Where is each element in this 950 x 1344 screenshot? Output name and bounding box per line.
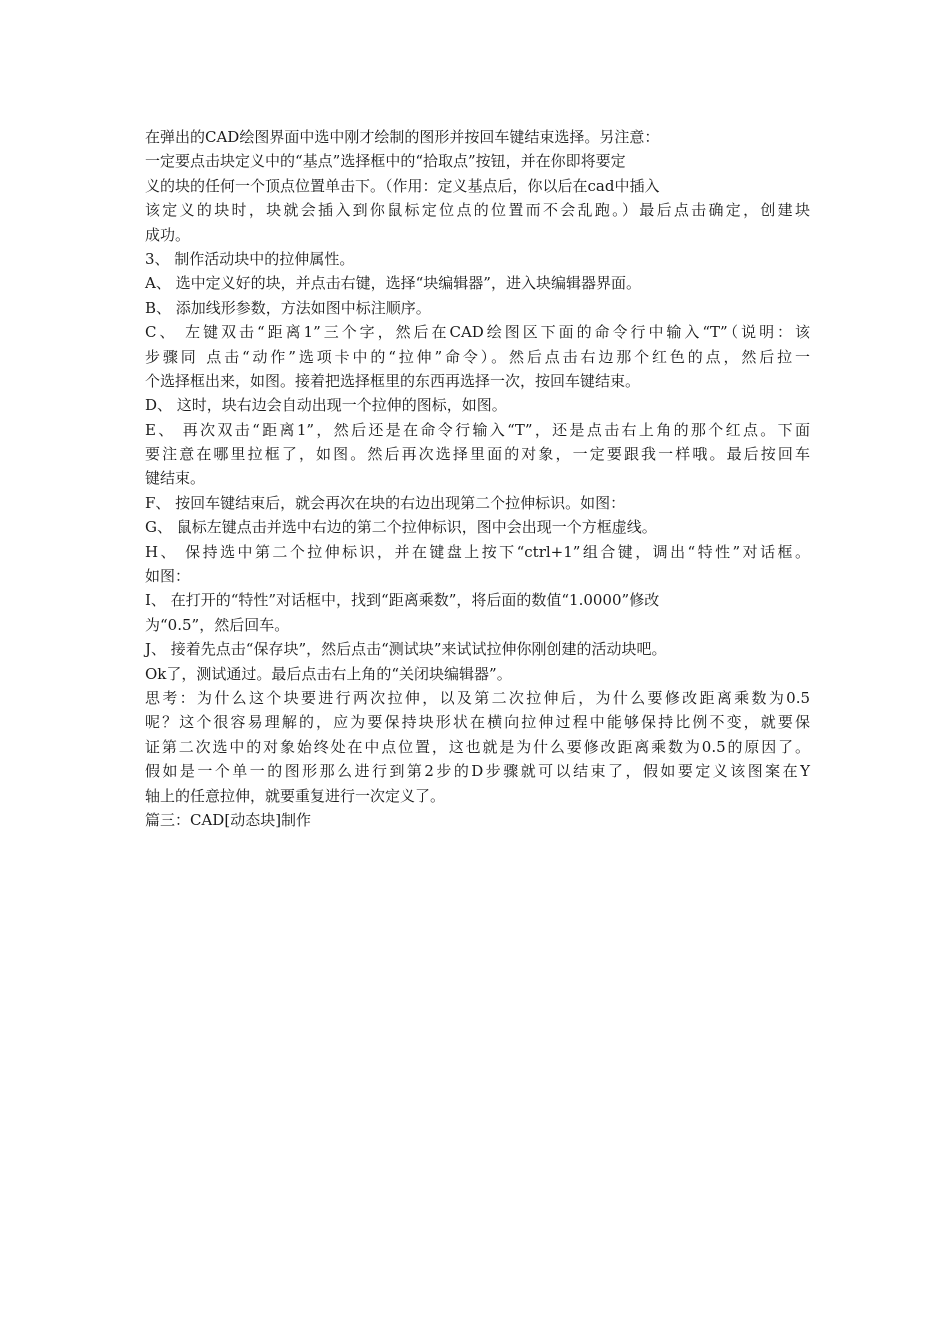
text-line: 思考：为什么这个块要进行两次拉伸，以及第二次拉伸后，为什么要修改距离乘数为0.5 bbox=[145, 688, 810, 707]
text-line: 3、 制作活动块中的拉伸属性。 bbox=[145, 249, 355, 268]
text-line: C、 左键双击“距离1”三个字，然后在CAD绘图区下面的命令行中输入“T”（说明：该 bbox=[145, 323, 810, 342]
text-line: 该定义的块时，块就会插入到你鼠标定位点的位置而不会乱跑。）最后点击确定，创建块 bbox=[145, 201, 810, 220]
text-line: 键结束。 bbox=[145, 469, 206, 488]
document-body bbox=[145, 125, 810, 832]
text-line: J、 接着先点击“保存块”，然后点击“测试块”来试试拉伸你刚创建的活动块吧。 bbox=[145, 640, 667, 659]
text-line: 在弹出的CAD绘图界面中选中刚才绘制的图形并按回车键结束选择。另注意： bbox=[145, 128, 660, 146]
text-line: 轴上的任意拉伸，就要重复进行一次定义了。 bbox=[145, 786, 446, 805]
text-line: F、 按回车键结束后，就会再次在块的右边出现第二个拉伸标识。如图： bbox=[145, 493, 626, 512]
text-line: 呢？这个很容易理解的，应为要保持块形状在横向拉伸过程中能够保持比例不变，就要保 bbox=[145, 713, 810, 732]
text-line: 个选择框出来，如图。接着把选择框里的东西再选择一次，按回车键结束。 bbox=[145, 371, 641, 390]
text-line: 假如是一个单一的图形那么进行到第2步的D步骤就可以结束了，假如要定义该图案在Y bbox=[145, 762, 810, 781]
text-line: 如图： bbox=[145, 567, 191, 586]
text-line: 为“0.5”，然后回车。 bbox=[145, 615, 290, 634]
text-line: B、 添加线形参数，方法如图中标注顺序。 bbox=[145, 298, 431, 317]
text-line: Ok了，测试通过。最后点击右上角的“关闭块编辑器”。 bbox=[145, 664, 512, 683]
text-line: G、 鼠标左键点击并选中右边的第二个拉伸标识，图中会出现一个方框虚线。 bbox=[145, 518, 657, 537]
text-line: 要注意在哪里拉框了，如图。然后再次选择里面的对象，一定要跟我一样哦。最后按回车 bbox=[145, 445, 810, 464]
text-line: H、 保持选中第二个拉伸标识，并在键盘上按下“ctrl+1”组合键，调出“特性”对话框。 bbox=[145, 542, 810, 561]
text-line: 一定要点击块定义中的“基点”选择框中的“拾取点”按钮，并在你即将要定 bbox=[145, 152, 626, 171]
text-line: 成功。 bbox=[145, 225, 191, 244]
text-line: 义的块的任何一个顶点位置单击下。（作用：定义基点后，你以后在cad中插入 bbox=[145, 176, 660, 195]
text-line: A、 选中定义好的块，并点击右键，选择“块编辑器”，进入块编辑器界面。 bbox=[145, 274, 641, 293]
text-line: 篇三：CAD[动态块]制作 bbox=[145, 810, 312, 829]
text-line: 证第二次选中的对象始终处在中点位置，这也就是为什么要修改距离乘数为0.5的原因了。 bbox=[145, 737, 810, 756]
text-line: 步骤同 点击“动作”选项卡中的“拉伸”命令）。然后点击右边那个红色的点，然后拉一 bbox=[145, 347, 810, 366]
text-line: E、 再次双击“距离1”，然后还是在命令行输入“T”，还是点击右上角的那个红点。下面 bbox=[145, 420, 810, 439]
text-line: I、 在打开的“特性”对话框中，找到“距离乘数”，将后面的数值“1.0000”修改 bbox=[145, 591, 660, 610]
text-line: D、 这时，块右边会自动出现一个拉伸的图标，如图。 bbox=[145, 396, 507, 415]
